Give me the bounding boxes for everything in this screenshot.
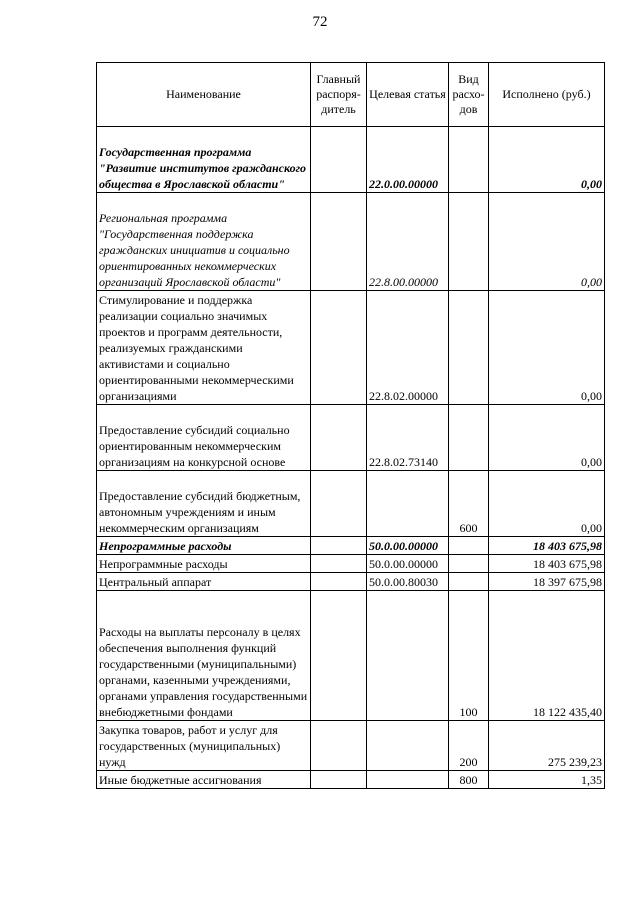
table-row (97, 471, 605, 537)
row-amount: 18 403 675,98 (489, 555, 605, 573)
row-name: Предоставление субсидий социально ориентированным некоммерческим организациям на конкурсной основе (97, 405, 311, 471)
row-admin (311, 573, 367, 591)
row-type (449, 291, 489, 405)
row-type: 100 (449, 591, 489, 721)
row-target: 50.0.00.80030 (367, 573, 449, 591)
row-name: Непрограммные расходы (97, 555, 311, 573)
row-admin (311, 555, 367, 573)
table-row (97, 291, 605, 405)
row-target: 50.0.00.00000 (367, 537, 449, 555)
header-target: Целевая статья (367, 63, 449, 127)
row-admin (311, 127, 367, 193)
table-row (97, 591, 605, 721)
row-name: Закупка товаров, работ и услуг для государственных (муниципальных) нужд (97, 721, 311, 771)
header-type: Вид расхо-дов (449, 63, 489, 127)
row-amount: 0,00 (489, 471, 605, 537)
row-target: 22.0.00.00000 (367, 127, 449, 193)
row-amount: 0,00 (489, 291, 605, 405)
row-name: Стимулирование и поддержка реализации социально значимых проектов и программ деятельности, реализуемых гражданскими активистами и социально ориентированными некоммерческими организациями (97, 291, 311, 405)
row-name: Непрограммные расходы (97, 537, 311, 555)
row-amount: 18 403 675,98 (489, 537, 605, 555)
row-type (449, 573, 489, 591)
row-amount: 275 239,23 (489, 721, 605, 771)
row-name: Предоставление субсидий бюджетным, автономным учреждениям и иным некоммерческим организациям (97, 471, 311, 537)
table-row (97, 127, 605, 193)
table-row (97, 573, 605, 591)
table-row (97, 555, 605, 573)
row-admin (311, 291, 367, 405)
row-admin (311, 537, 367, 555)
row-name: Иные бюджетные ассигнования (97, 771, 311, 789)
header-executed: Исполнено (руб.) (489, 63, 605, 127)
row-type: 200 (449, 721, 489, 771)
row-target (367, 471, 449, 537)
row-amount: 1,35 (489, 771, 605, 789)
row-type (449, 537, 489, 555)
row-amount: 0,00 (489, 127, 605, 193)
budget-execution-table (96, 62, 605, 789)
table-row (97, 721, 605, 771)
row-admin (311, 193, 367, 291)
row-admin (311, 471, 367, 537)
table-row (97, 193, 605, 291)
header-admin: Главный распоря-дитель (311, 63, 367, 127)
row-admin (311, 771, 367, 789)
row-target (367, 591, 449, 721)
row-name: Региональная программа "Государственная поддержка гражданских инициатив и социально ориентированных некоммерческих организаций Ярославской области" (97, 193, 311, 291)
row-admin (311, 591, 367, 721)
row-admin (311, 721, 367, 771)
row-amount: 18 122 435,40 (489, 591, 605, 721)
row-target (367, 721, 449, 771)
row-target (367, 771, 449, 789)
row-type (449, 127, 489, 193)
row-amount: 18 397 675,98 (489, 573, 605, 591)
row-amount: 0,00 (489, 193, 605, 291)
row-name: Центральный аппарат (97, 573, 311, 591)
row-type: 800 (449, 771, 489, 789)
header-name: Наименование (97, 63, 311, 127)
row-target: 22.8.02.00000 (367, 291, 449, 405)
row-target: 22.8.02.73140 (367, 405, 449, 471)
row-admin (311, 405, 367, 471)
row-amount: 0,00 (489, 405, 605, 471)
row-type: 600 (449, 471, 489, 537)
row-type (449, 193, 489, 291)
row-type (449, 405, 489, 471)
row-name: Расходы на выплаты персоналу в целях обеспечения выполнения функций государственными (муниципальными) органами, казенными учреждениями, органами управления государственными внебюджетными фондами (97, 591, 311, 721)
row-type (449, 555, 489, 573)
table-row (97, 537, 605, 555)
row-name: Государственная программа "Развитие институтов гражданского общества в Ярославской области" (97, 127, 311, 193)
table-row (97, 405, 605, 471)
row-target: 50.0.00.00000 (367, 555, 449, 573)
row-target: 22.8.00.00000 (367, 193, 449, 291)
page-number: 72 (312, 14, 328, 30)
table-row (97, 771, 605, 789)
table-header-row (97, 63, 605, 127)
